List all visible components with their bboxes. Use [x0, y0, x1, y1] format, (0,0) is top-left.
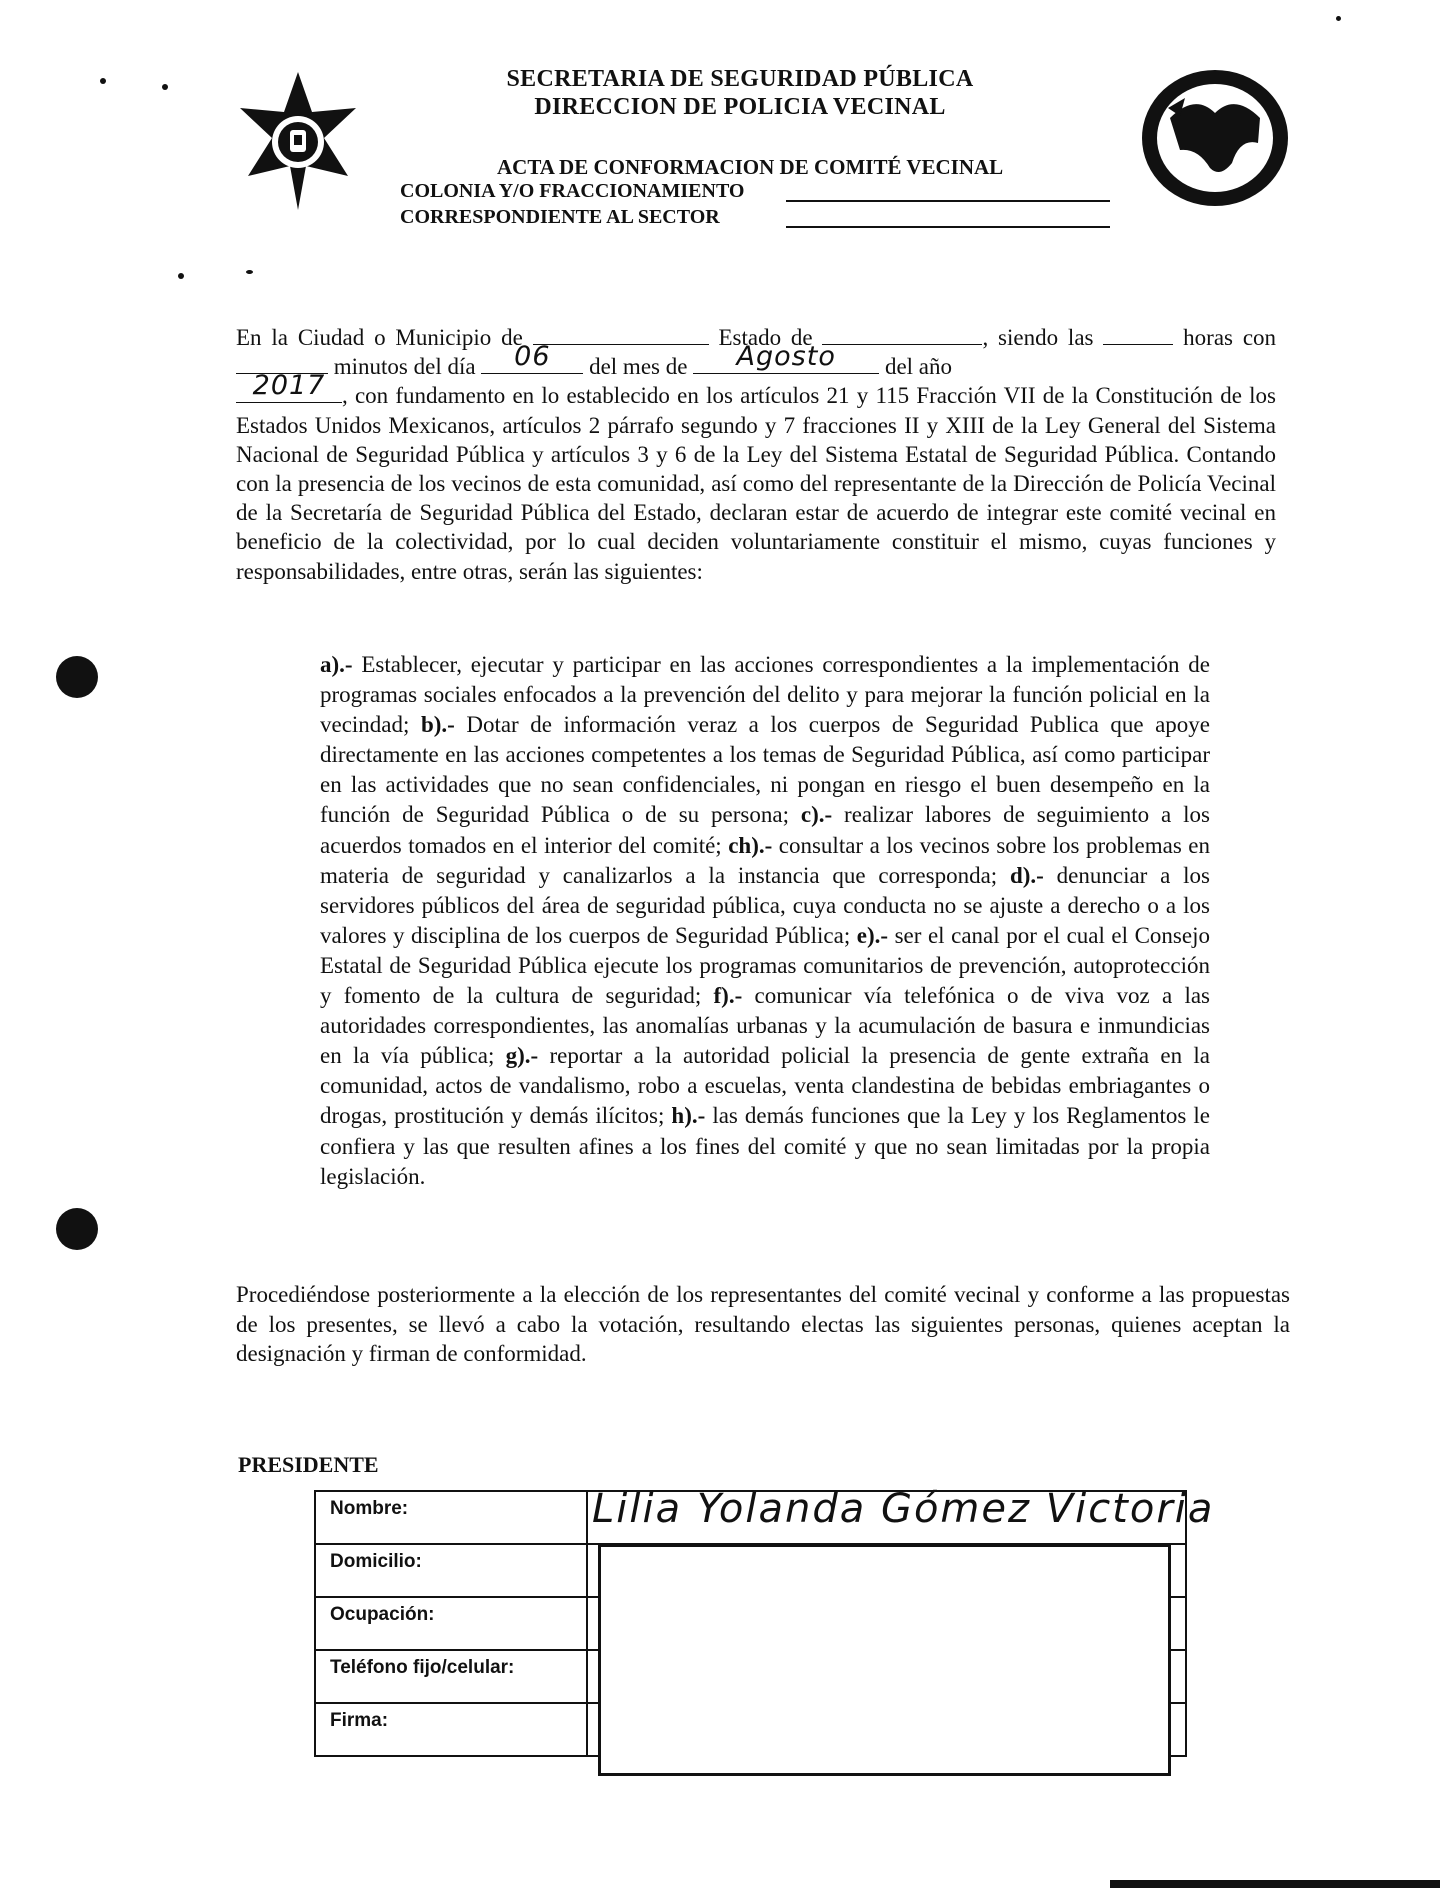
item-a-text: Establecer, ejecutar y participar en las acciones correspondientes a la implementación de programas sociales enfocados a la prevención del delito y para mejorar la función policial en la vecindad; — [320, 652, 1210, 738]
closing-paragraph: Procediéndose posteriormente a la elección de los representantes del comité vecinal y conforme a las propuestas de los presentes, se llevó a cabo la votación, resultando electas las siguientes personas, quienes aceptan la designación y firman de conformidad. — [236, 1282, 1290, 1366]
scan-speck — [162, 84, 168, 90]
intro-paragraph — [236, 323, 1276, 586]
signature-label: Firma: — [315, 1703, 587, 1756]
colonia-field-line — [786, 200, 1110, 202]
item-g-mark: g).- — [505, 1043, 539, 1069]
redaction-box — [598, 1544, 1171, 1776]
item-h-mark: h).- — [671, 1103, 706, 1129]
phone-label: Teléfono fijo/celular: — [315, 1650, 587, 1703]
president-name-handwritten: Lilia Yolanda Gómez Victoria — [592, 1486, 1215, 1532]
community-circle-logo — [1140, 68, 1290, 208]
scan-speck — [246, 270, 253, 274]
intro-text-7: del año — [884, 354, 952, 380]
item-c-mark: c).- — [800, 802, 833, 828]
intro-text-6: del mes de — [589, 354, 688, 380]
item-b-text: Dotar de información veraz a los cuerpos de Seguridad Publica que apoye directamente en las acciones competentes a los temas de Seguridad Pública, así como participar en las actividades que no sean confidenciales, ni pongan en riesgo el buen desempeño en la función de Seguridad Pública o de su persona; — [320, 712, 1210, 828]
hours-field — [1103, 324, 1173, 345]
occupation-label: Ocupación: — [315, 1597, 587, 1650]
year-handwritten: 2017 — [252, 370, 326, 402]
item-e-mark: e).- — [856, 922, 889, 948]
punch-hole-bottom — [56, 1208, 98, 1250]
colonia-label: COLONIA Y/O FRACCIONAMIENTO — [400, 180, 745, 202]
item-a-mark: a).- — [320, 652, 353, 677]
intro-text-4: horas con — [1183, 325, 1277, 350]
month-field — [693, 341, 879, 374]
scan-speck — [178, 273, 184, 279]
item-b-mark: b).- — [420, 712, 455, 738]
name-label: Nombre: — [315, 1491, 587, 1544]
department-title: DIRECCION DE POLICIA VECINAL — [534, 94, 946, 120]
item-ch-text: consultar a los vecinos sobre los problemas en materia de seguridad y canalizarlos a la instancia que corresponda; — [320, 832, 1210, 888]
scan-edge-bar — [1110, 1880, 1440, 1888]
intro-text-5: minutos del día — [333, 354, 476, 380]
item-ch-mark: ch).- — [728, 832, 773, 858]
item-h-text: las demás funciones que la Ley y los Reglamentos le confiera y las que resulten afines a los fines del comité y que no sean limitadas por la propia legislación. — [320, 1103, 1210, 1189]
item-d-text: denunciar a los servidores públicos del área de seguridad pública, cuya conducta no se ajuste a derecho o a los valores y disciplina de los cuerpos de Seguridad Pública; — [320, 862, 1210, 948]
item-e-text: ser el canal por el cual el Consejo Estatal de Seguridad Pública ejecute los programas comunitarios de prevención, autoprotección y fomento de la cultura de seguridad; — [320, 922, 1210, 1009]
president-heading: PRESIDENTE — [238, 1452, 379, 1477]
intro-text-2: Estado de — [718, 325, 813, 350]
act-title: ACTA DE CONFORMACION DE COMITÉ VECINAL — [497, 155, 1004, 179]
item-d-mark: d).- — [1009, 862, 1044, 888]
punch-hole-top — [56, 656, 98, 698]
intro-text-1: En la Ciudad o Municipio de — [236, 325, 523, 350]
day-handwritten: 06 — [514, 341, 551, 372]
intro-text-3: , siendo las — [982, 325, 1094, 350]
agency-title: SECRETARIA DE SEGURIDAD PÚBLICA — [506, 66, 974, 92]
item-f-mark: f).- — [713, 983, 743, 1009]
intro-text-8: , con fundamento en lo establecido en los artículos 21 y 115 Fracción VII de la Constitución de los Estados Unidos Mexicanos, artículos 2 párrafo segundo y 7 fracciones II y XIII de la Ley General del Sistema Nacional de Seguridad Pública y artículos 3 y 6 de la Ley del Sistema Estatal de Seguridad Pública. Contando con la presencia de los vecinos de esta comunidad, así como del representante de la Dirección de Policía Vecinal de la Secretaría de Seguridad Pública del Estado, declaran estar de acuerdo de integrar este comité vecinal en beneficio de la colectividad, por lo cual deciden voluntariamente constituir el mismo, cuyas funciones y responsabilidades, entre otras, serán las siguientes: — [236, 383, 1276, 584]
sector-field-line — [786, 226, 1110, 228]
month-handwritten: Agosto — [736, 341, 836, 372]
sector-label: CORRESPONDIENTE AL SECTOR — [400, 206, 720, 228]
scan-speck — [1336, 16, 1341, 21]
police-star-badge-logo — [232, 68, 364, 216]
scan-speck — [100, 78, 106, 84]
item-f-text: comunicar vía telefónica o de viva voz a las autoridades correspondientes, las anomalías urbanas y la acumulación de basura e inmundicias en la vía pública; — [320, 983, 1211, 1069]
day-field — [481, 341, 583, 374]
address-label: Domicilio: — [315, 1544, 587, 1597]
year-field — [236, 370, 342, 403]
item-g-text: reportar a la autoridad policial la presencia de gente extraña en la comunidad, actos de vandalismo, robo a escuelas, venta clandestina de bebidas embriagantes o drogas, prostitución y demás ilícitos; — [320, 1043, 1210, 1129]
functions-paragraph — [320, 650, 1210, 1192]
item-c-text: realizar labores de seguimiento a los acuerdos tomados en el interior del comité; — [320, 802, 1210, 858]
